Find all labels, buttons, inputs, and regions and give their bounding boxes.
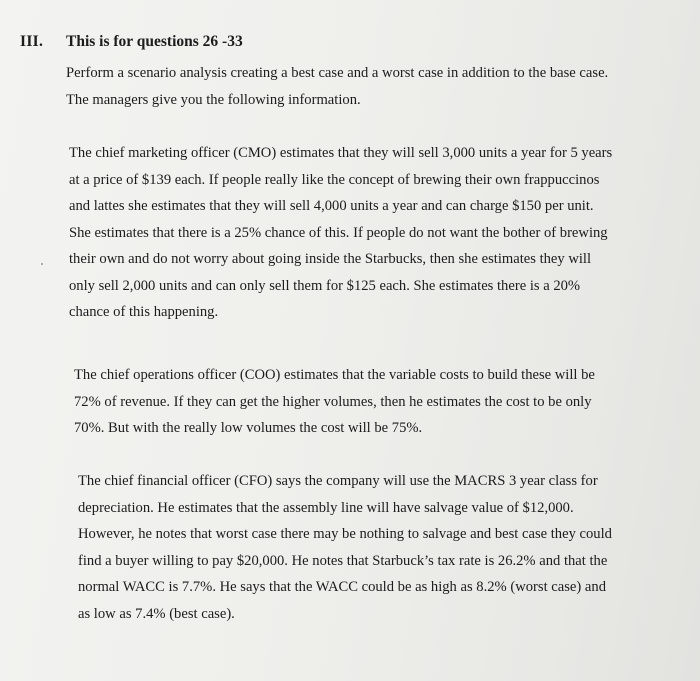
cmo-paragraph (69, 140, 612, 326)
scan-speck (41, 263, 43, 265)
intro-line: Perform a scenario analysis creating a best case and a worst case in addition to the base case. (66, 65, 609, 81)
cfo-line: depreciation. He estimates that the assembly line will have salvage value of $12,000. (78, 499, 574, 516)
cfo-line: The chief financial officer (CFO) says the company will use the MACRS 3 year class for (78, 473, 598, 489)
coo-line: 72% of revenue. If they can get the higher volumes, then he estimates the cost to be only (74, 393, 592, 410)
cmo-line: and lattes she estimates that they will sell 4,000 units a year and can charge $150 per unit. (69, 198, 594, 214)
cmo-line: chance of this happening. (69, 304, 219, 320)
coo-line: 70%. But with the really low volumes the cost will be 75%. (74, 420, 423, 436)
intro-paragraph (66, 60, 608, 113)
cfo-paragraph (78, 468, 612, 627)
cfo-line: find a buyer willing to pay $20,000. He notes that Starbuck’s tax rate is 26.2% and that the (78, 552, 608, 569)
cfo-line: However, he notes that worst case there may be nothing to salvage and best case they could (78, 526, 612, 542)
coo-paragraph (74, 362, 595, 442)
cfo-line: normal WACC is 7.7%. He says that the WACC could be as high as 8.2% (worst case) and (78, 579, 606, 595)
cmo-line: She estimates that there is a 25% chance of this. If people do not want the bother of brewing (69, 224, 608, 241)
cmo-line: their own and do not worry about going inside the Starbucks, then she estimates they will (69, 251, 592, 267)
cmo-line: only sell 2,000 units and can only sell them for $125 each. She estimates there is a 20% (69, 277, 581, 294)
cmo-line: at a price of $139 each. If people really like the concept of brewing their own frappuccinos (69, 171, 600, 188)
section-number: III. (20, 33, 44, 50)
coo-line: The chief operations officer (COO) estimates that the variable costs to build these will be (74, 367, 595, 383)
intro-line: The managers give you the following information. (66, 91, 361, 108)
cmo-line: The chief marketing officer (CMO) estimates that they will sell 3,000 units a year for 5 years (69, 145, 613, 161)
cfo-line: as low as 7.4% (best case). (78, 605, 235, 622)
section-heading: This is for questions 26 -33 (66, 33, 243, 50)
